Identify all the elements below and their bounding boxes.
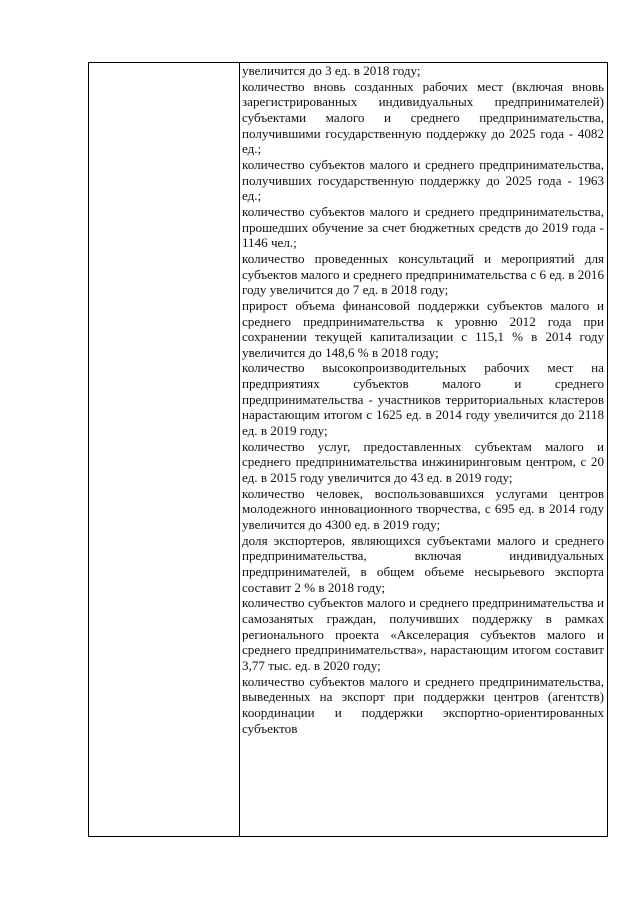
paragraph: количество субъектов малого и среднего предпринимательства, прошедших обучение за счет бюджетных средств до 2019 года - 1146 чел.;: [242, 203, 604, 251]
paragraph: количество человек, воспользовавшихся услугами центров молодежного инновационного творчества, с 695 ед. в 2014 году увеличится до 4300 ед. в 2019 году;: [242, 485, 604, 533]
paragraph: количество высокопроизводительных рабочих мест на предприятиях субъектов малого и среднего предпринимательства - участников территориальных кластеров нарастающим итогом с 1625 ед. в 2014 году увеличится до 2118 ед. в 2019 году;: [242, 360, 604, 439]
paragraph: количество субъектов малого и среднего предпринимательства и самозанятых граждан, получивших поддержку в рамках регионального проекта «Акселерация субъектов малого и среднего предпринимательства», нарастающим итогом составит 3,77 тыс. ед. в 2020 году;: [242, 595, 604, 673]
paragraph: количество субъектов малого и среднего предпринимательства, выведенных на экспорт при поддержки центров (агентств) координации и поддержки экспортно-ориентированных субъектов: [242, 673, 604, 736]
paragraph: прирост объема финансовой поддержки субъектов малого и среднего предпринимательства к уровню 2012 года при сохранении текущей капитализации с 115,1 % в 2014 году увеличится до 148,6 % в 2018 году;: [242, 297, 604, 360]
paragraph: количество проведенных консультаций и мероприятий для субъектов малого и среднего предпринимательства с 6 ед. в 2016 году увеличится до 7 ед. в 2018 году;: [242, 250, 604, 298]
paragraph: количество вновь созданных рабочих мест (включая вновь зарегистрированных индивидуальных предпринимателей) субъектами малого и среднего предпринимательства, получившими государственную поддержку до 2025 года - 4082 ед.;: [242, 78, 604, 157]
table-left-cell: [89, 63, 240, 836]
paragraph: доля экспортеров, являющихся субъектами малого и среднего предпринимательства, включая индивидуальных предпринимателей, в общем объеме несырьевого экспорта составит 2 % в 2018 году;: [242, 532, 604, 595]
indicators-table: [88, 62, 608, 837]
table-right-cell: [242, 63, 604, 736]
paragraph: количество услуг, предоставленных субъектам малого и среднего предпринимательства инжиниринговым центром, с 20 ед. в 2015 году увеличится до 43 ед. в 2019 году;: [242, 438, 604, 486]
paragraph: увеличится до 3 ед. в 2018 году;: [242, 63, 421, 78]
paragraph: количество субъектов малого и среднего предпринимательства, получивших государственную поддержку до 2025 года - 1963 ед.;: [242, 156, 604, 204]
